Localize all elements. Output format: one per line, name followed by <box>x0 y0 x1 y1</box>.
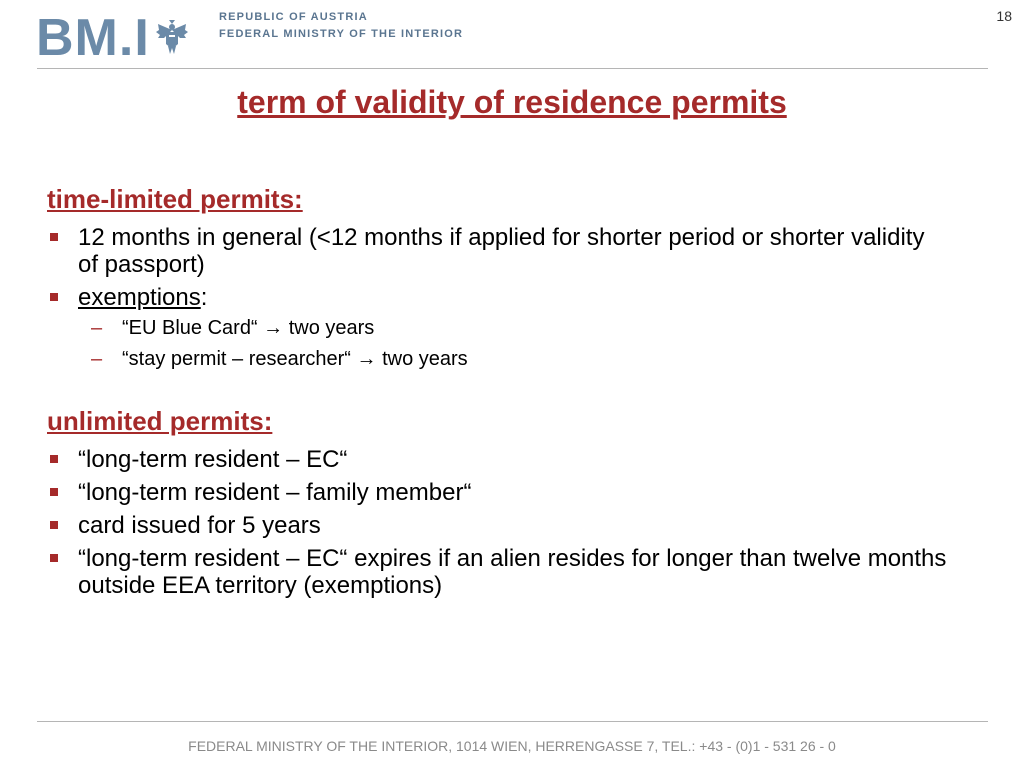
list-item <box>47 446 947 473</box>
page-number: 18 <box>996 8 1012 24</box>
list-item <box>47 512 947 539</box>
logo-text: BM.I <box>36 9 150 67</box>
arrow-right-icon: → <box>263 317 284 339</box>
list-item-text: “long-term resident – EC“ <box>78 446 348 473</box>
footer-divider <box>37 721 988 722</box>
bullet-icon <box>50 488 58 496</box>
exemptions-label: exemptions <box>78 284 201 311</box>
bullet-icon <box>50 455 58 463</box>
bullet-icon <box>50 233 58 241</box>
sublist-item-duration: two years <box>283 317 375 339</box>
bullet-icon <box>50 293 58 301</box>
list-item-exemptions <box>47 284 947 372</box>
unlimited-list <box>47 446 947 605</box>
list-item-text: 12 months in general (<12 months if applied for shorter period or shorter validity of passport) <box>78 224 925 278</box>
time-limited-list <box>47 224 947 378</box>
sublist-item-duration: two years <box>376 348 468 370</box>
dash-icon: – <box>91 317 103 339</box>
section-heading-unlimited: unlimited permits: <box>47 406 273 436</box>
list-item <box>47 545 947 599</box>
list-item-text: “long-term resident – family member“ <box>78 479 472 506</box>
ministry-line-2: FEDERAL MINISTRY OF THE INTERIOR <box>219 28 464 40</box>
sublist-item-name: “EU Blue Card“ <box>122 317 264 339</box>
header-divider <box>37 68 988 69</box>
sublist-item <box>78 315 947 341</box>
bullet-icon <box>50 521 58 529</box>
bullet-icon <box>50 554 58 562</box>
footer-address: FEDERAL MINISTRY OF THE INTERIOR, 1014 WIEN, HERRENGASSE 7, TEL.: +43 - (0)1 - 531 26 - 0 <box>188 738 836 754</box>
list-item-text: “long-term resident – EC“ expires if an alien resides for longer than twelve months outside EEA territory (exemptions) <box>78 545 947 599</box>
section-heading-time-limited: time-limited permits: <box>47 184 303 214</box>
arrow-right-icon: → <box>356 348 377 370</box>
dash-icon: – <box>91 348 103 370</box>
exemptions-colon: : <box>200 284 208 311</box>
ministry-name <box>219 9 463 43</box>
ministry-line-1: REPUBLIC OF AUSTRIA <box>219 11 368 23</box>
list-item-text: card issued for 5 years <box>78 512 321 539</box>
sublist-item-name: “stay permit – researcher“ <box>122 348 357 370</box>
list-item <box>47 479 947 506</box>
bmi-logo <box>36 9 188 67</box>
sublist-item <box>78 346 947 372</box>
list-item <box>47 224 947 278</box>
exemptions-sublist <box>78 315 947 372</box>
austrian-eagle-icon <box>156 18 188 58</box>
slide-title: term of validity of residence permits <box>237 84 787 120</box>
